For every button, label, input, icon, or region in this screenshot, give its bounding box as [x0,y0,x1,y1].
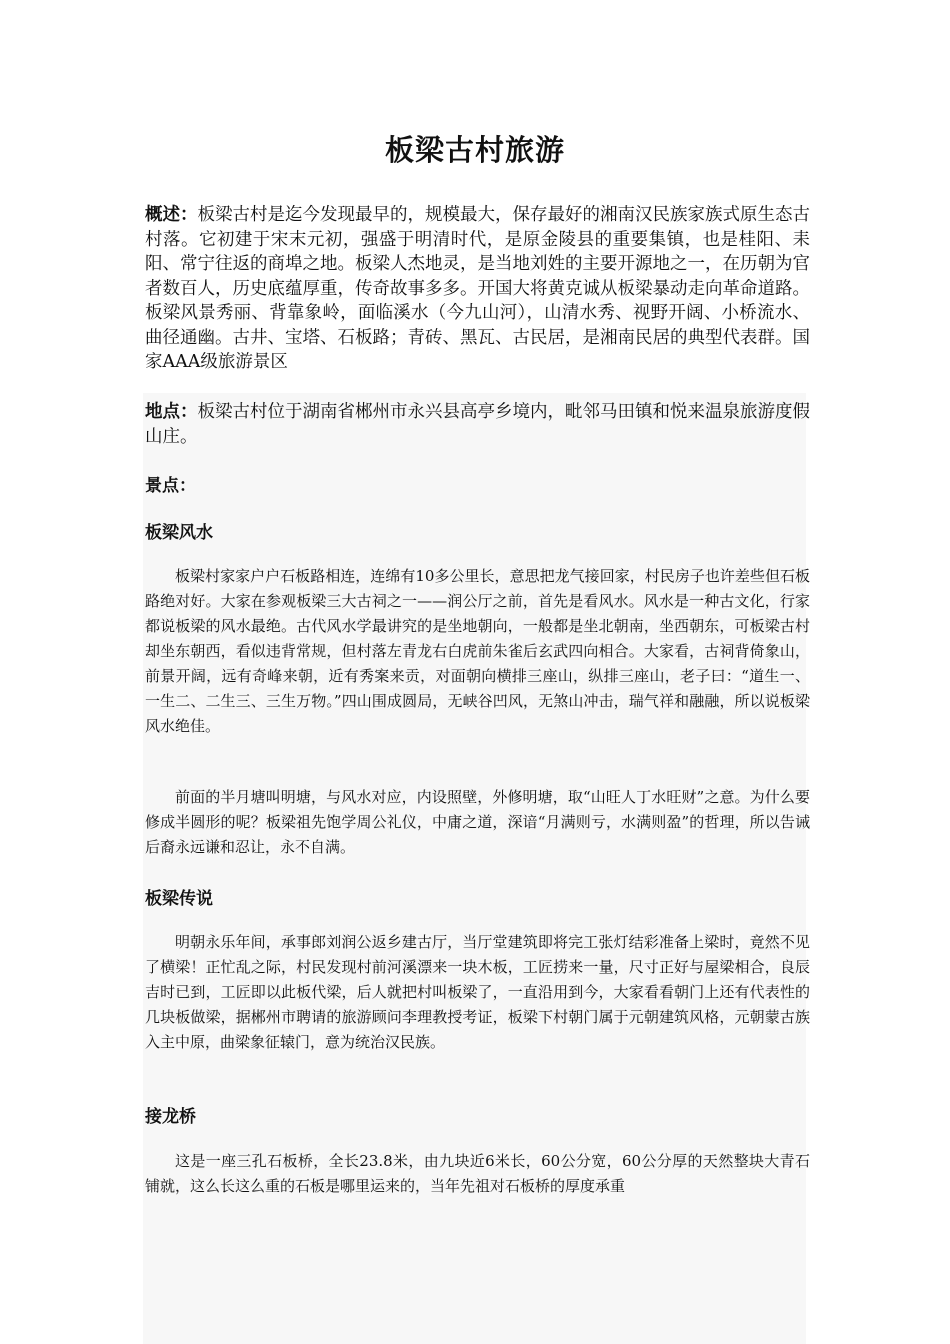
section-heading-legend: 板梁传说 [145,889,213,909]
location-label: 地点： [145,402,198,422]
scenery-label: 景点： [145,476,196,496]
section-heading-fengshui: 板梁风水 [145,523,213,543]
section-paragraph-legend-1: 明朝永乐年间，承事郎刘润公返乡建古厅，当厅堂建筑即将完工张灯结彩准备上梁时，竟然不见了横梁！正忙乱之际，村民发现村前河溪漂来一块木板，工匠捞来一量，尺寸正好与屋梁相合，良辰吉时已到，工匠即以此板代梁，后人就把村叫板梁了，一直沿用到今，大家看看朝门上还有代表性的几块板做梁，据郴州市聘请的旅游顾问李理教授考证，板梁下村朝门属于元朝建筑风格，元朝蒙古族入主中原，曲梁象征辕门，意为统治汉民族。 [145,933,810,1051]
location-paragraph [145,400,810,449]
page-title: 板梁古村旅游 [384,133,565,167]
location-text: 板梁古村位于湖南省郴州市永兴县高亭乡境内，毗邻马田镇和悦来温泉旅游度假山庄。 [145,402,810,447]
section-paragraph-bridge-1: 这是一座三孔石板桥，全长23.8米，由九块近6米长，60公分宽，60公分厚的天然整块大青石铺就，这么长这么重的石板是哪里运来的，当年先祖对石板桥的厚度承重 [145,1152,810,1195]
section-paragraph-fengshui-1: 板梁村家家户户石板路相连，连绵有10多公里长，意思把龙气接回家，村民房子也许差些但石板路绝对好。大家在参观板梁三大古祠之一——润公厅之前，首先是看风水。风水是一种古文化，行家都说板梁的风水最绝。古代风水学最讲究的是坐地朝向，一般都是坐北朝南，坐西朝东，可板梁古村却坐东朝西，看似违背常规，但村落左青龙右白虎前朱雀后玄武四向相合。大家看，古祠背倚象山，前景开阔，远有奇峰来朝，近有秀案来贡，对面朝向横排三座山，纵排三座山，老子曰：“道生一、一生二、二生三、三生万物。”四山围成圆局，无峡谷凹风，无煞山冲击，瑞气祥和融融，所以说板梁风水绝佳。 [145,567,810,735]
shaded-background [143,393,806,1344]
section-paragraph-fengshui-2: 前面的半月塘叫明塘，与风水对应，内设照壁，外修明塘，取“山旺人丁水旺财”之意。为什么要修成半圆形的呢？板梁祖先饱学周公礼仪，中庸之道，深谙“月满则亏，水满则盈”的哲理，所以告诫后裔永远谦和忍让，永不自满。 [145,788,810,856]
overview-text: 板梁古村是迄今发现最早的，规模最大，保存最好的湘南汉民族家族式原生态古村落。它初建于宋末元初，强盛于明清时代，是原金陵县的重要集镇，也是桂阳、耒 阳、常宁往返的商埠之地。板梁人杰地灵，是当地刘姓的主要开源地之一，在历朝为官者数百人，历史底蕴厚重，传奇故事多多。开国大将黄克诚从板梁暴动走向革命道路。板梁风景秀丽、背靠象岭，面临溪水（今九山河），山清水秀、视野开阔、小桥流水、曲径通幽。古井、宝塔、石板路；青砖、黑瓦、古民居，是湘南民居的典型代表群。国家AAA级旅游景区 [145,205,810,372]
overview-label: 概述： [145,205,198,225]
overview-paragraph [145,203,810,375]
section-heading-bridge: 接龙桥 [145,1107,196,1127]
